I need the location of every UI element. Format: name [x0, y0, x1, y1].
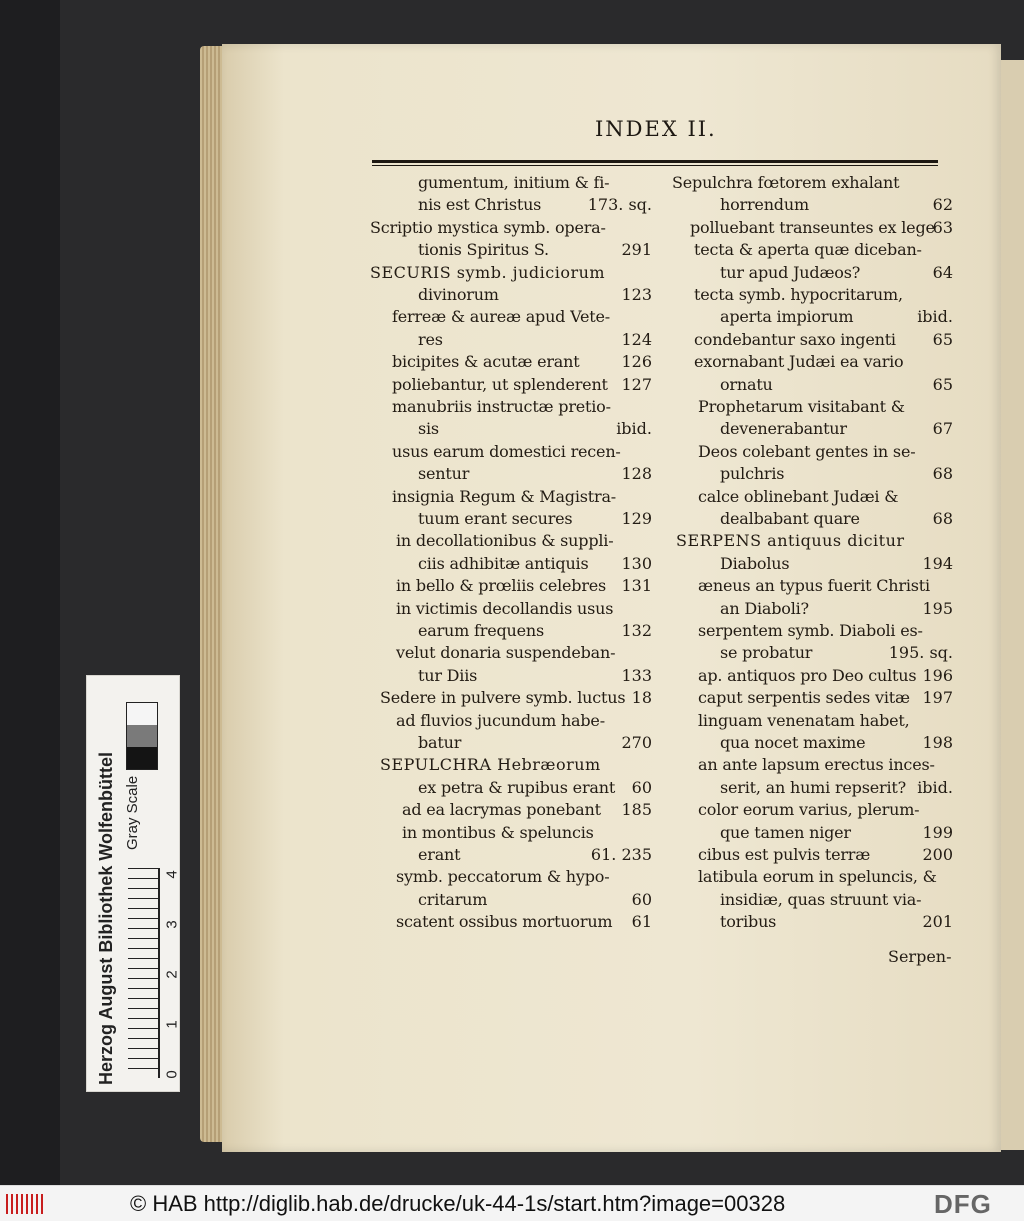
- index-entry: que tamen niger: [720, 822, 851, 842]
- page-reference: 123: [621, 285, 652, 304]
- index-entry: Deos colebant gentes in se-: [698, 441, 916, 461]
- index-entry: insignia Regum & Magistra-: [392, 486, 617, 506]
- index-entry: aperta impiorum: [720, 307, 854, 327]
- index-entry: earum frequens: [418, 621, 544, 640]
- card-subtitle: Gray Scale: [124, 775, 141, 850]
- next-page-edge: [1001, 60, 1024, 1150]
- page-reference: 195. sq.: [888, 643, 953, 663]
- index-entry: res: [418, 329, 443, 349]
- page-reference: 129: [621, 509, 652, 528]
- index-entry: ad ea lacrymas ponebant: [402, 800, 601, 820]
- index-entry: Sepulchra fœtorem exhalant: [672, 173, 900, 192]
- ruler-number: 3: [163, 920, 181, 929]
- page-reference: 68: [932, 464, 953, 484]
- page-reference: 131: [621, 576, 652, 596]
- dfg-logo: DFG: [934, 1189, 992, 1219]
- ruler-number: 2: [163, 970, 181, 979]
- page-reference: 61. 235: [590, 845, 652, 864]
- ruler-number: 1: [163, 1020, 181, 1029]
- page-reference: 133: [621, 665, 652, 685]
- index-entry: color eorum varius, plerum-: [698, 800, 920, 820]
- index-entry: symb. peccatorum & hypo-: [396, 867, 610, 887]
- ruler-number: 0: [163, 1070, 181, 1079]
- index-entry: critarum: [418, 889, 488, 909]
- page-reference: ibid.: [917, 777, 953, 797]
- page-reference: 126: [621, 352, 652, 372]
- index-entry: bicipites & acutæ erant: [392, 352, 580, 372]
- index-entry: devenerabantur: [720, 419, 847, 439]
- hab-logo-icon: [6, 1194, 46, 1214]
- page-reference: 195: [922, 598, 953, 618]
- index-entry: manubriis instructæ pretio-: [392, 397, 611, 416]
- index-entry: gumentum, initium & fi-: [418, 173, 610, 192]
- index-entry: in decollationibus & suppli-: [396, 531, 614, 551]
- book-spine: [0, 0, 60, 1185]
- index-entry: qua nocet maxime: [720, 733, 866, 752]
- index-entry: tur Diis: [418, 665, 478, 685]
- index-entry: in montibus & speluncis: [402, 822, 594, 842]
- running-head: INDEX II.: [595, 117, 717, 141]
- index-entry: Prophetarum visitabant &: [698, 397, 905, 416]
- catchword: Serpen-: [888, 947, 952, 966]
- page-reference: 291: [621, 240, 652, 260]
- index-entry: ap. antiquos pro Deo cultus: [698, 665, 917, 685]
- page-reference: 60: [631, 777, 652, 797]
- page-reference: 63: [932, 217, 953, 237]
- page-reference: 60: [631, 889, 652, 909]
- index-entry: Sedere in pulvere symb. luctus: [380, 688, 626, 708]
- index-entry: ornatu: [720, 374, 773, 394]
- index-entry: an ante lapsum erectus inces-: [698, 755, 935, 775]
- page-reference: 130: [621, 553, 652, 573]
- index-entry: condebantur saxo ingenti: [694, 329, 896, 349]
- index-entry: in victimis decollandis usus: [396, 598, 614, 618]
- index-entry: polluebant transeuntes ex lege: [690, 217, 935, 237]
- index-entry: caput serpentis sedes vitæ: [698, 688, 910, 708]
- index-entry: ex petra & rupibus erant: [418, 777, 616, 797]
- index-entry: ferreæ & aureæ apud Vete-: [392, 307, 610, 327]
- index-entry: tuum erant secures: [418, 509, 573, 528]
- ruler-number: 4: [163, 870, 181, 879]
- page-reference: 194: [922, 553, 953, 573]
- page-reference: 173. sq.: [587, 195, 652, 215]
- page-reference: 128: [621, 464, 652, 484]
- page-reference: 132: [621, 621, 652, 640]
- page-reference: 200: [922, 845, 953, 864]
- page-reference: 197: [922, 688, 953, 708]
- index-entry: nis est Christus: [418, 195, 542, 215]
- index-entry: serit, an humi repserit?: [720, 777, 906, 797]
- page-reference: 185: [621, 800, 652, 820]
- cm-ruler: [128, 868, 160, 1078]
- index-entry: usus earum domestici recen-: [392, 441, 621, 461]
- gray-scale-swatches: [126, 702, 158, 770]
- page-reference: 270: [621, 733, 652, 752]
- swatch-gray: [127, 725, 157, 747]
- index-entry: tionis Spiritus S.: [418, 240, 549, 260]
- index-entry: calce oblinebant Judæi &: [698, 486, 899, 506]
- page-reference: 124: [621, 329, 652, 349]
- page-reference: 62: [932, 195, 953, 215]
- page-reference: 198: [922, 733, 953, 752]
- index-entry: ciis adhibitæ antiquis: [418, 553, 589, 573]
- card-title: Herzog August Bibliothek Wolfenbüttel: [96, 752, 116, 1085]
- index-entry: latibula eorum in speluncis, &: [698, 867, 937, 887]
- page-reference: 64: [932, 262, 953, 282]
- index-entry: an Diaboli?: [720, 598, 809, 618]
- page-reference: ibid.: [616, 419, 652, 439]
- footer-copyright-link[interactable]: © HAB http://diglib.hab.de/drucke/uk-44-1s/start.htm?image=00328: [130, 1191, 786, 1216]
- index-entry: cibus est pulvis terræ: [698, 845, 871, 864]
- page-reference: 127: [621, 374, 652, 394]
- page-reference: 18: [631, 688, 652, 708]
- index-entry: serpentem symb. Diaboli es-: [698, 621, 923, 640]
- index-entry: insidiæ, quas struunt via-: [720, 889, 922, 909]
- header-rule-thin: [372, 165, 938, 166]
- index-entry: ad fluvios jucundum habe-: [396, 710, 605, 730]
- index-entry: horrendum: [720, 195, 809, 215]
- index-entry: SECURIS symb. judiciorum: [370, 262, 606, 282]
- index-entry: tecta symb. hypocritarum,: [694, 285, 903, 304]
- page-reference: 199: [922, 822, 953, 842]
- page-reference: 65: [932, 374, 953, 394]
- index-entry: Scriptio mystica symb. opera-: [370, 217, 606, 237]
- index-entry: dealbabant quare: [720, 509, 860, 528]
- index-entry: linguam venenatam habet,: [698, 710, 910, 730]
- index-entry: se probatur: [720, 643, 813, 663]
- page-reference: ibid.: [917, 307, 953, 327]
- index-entry: SEPULCHRA Hebræorum: [380, 755, 601, 775]
- index-entry: velut donaria suspendeban-: [396, 643, 616, 663]
- page-reference: 201: [922, 912, 953, 932]
- index-entry: tecta & aperta quæ diceban-: [694, 240, 922, 260]
- page-reference: 61: [631, 912, 652, 932]
- index-entry: poliebantur, ut splenderent: [392, 374, 608, 394]
- index-entry: sis: [418, 419, 439, 439]
- page-reference: 68: [932, 509, 953, 528]
- index-entry: tur apud Judæos?: [720, 262, 861, 282]
- footer-bar: [0, 1185, 1024, 1221]
- index-entry: pulchris: [720, 464, 785, 484]
- index-entry: scatent ossibus mortuorum: [396, 912, 613, 932]
- page-reference: 65: [932, 329, 953, 349]
- index-entry: toribus: [720, 912, 777, 932]
- index-entry: exornabant Judæi ea vario: [694, 352, 904, 372]
- page-reference: 196: [922, 665, 953, 685]
- index-entry: Diabolus: [720, 553, 790, 573]
- index-entry: SERPENS antiquus dicitur: [676, 531, 905, 551]
- page-reference: 67: [932, 419, 953, 439]
- index-entry: sentur: [418, 464, 470, 484]
- index-entry: æneus an typus fuerit Christi: [698, 576, 930, 596]
- swatch-white: [127, 703, 157, 725]
- index-entry: in bello & prœliis celebres: [396, 576, 607, 596]
- index-entry: batur: [418, 733, 462, 752]
- index-entry: divinorum: [418, 285, 499, 304]
- swatch-black: [127, 747, 157, 769]
- index-entry: erant: [418, 845, 461, 864]
- header-rule: [372, 160, 938, 163]
